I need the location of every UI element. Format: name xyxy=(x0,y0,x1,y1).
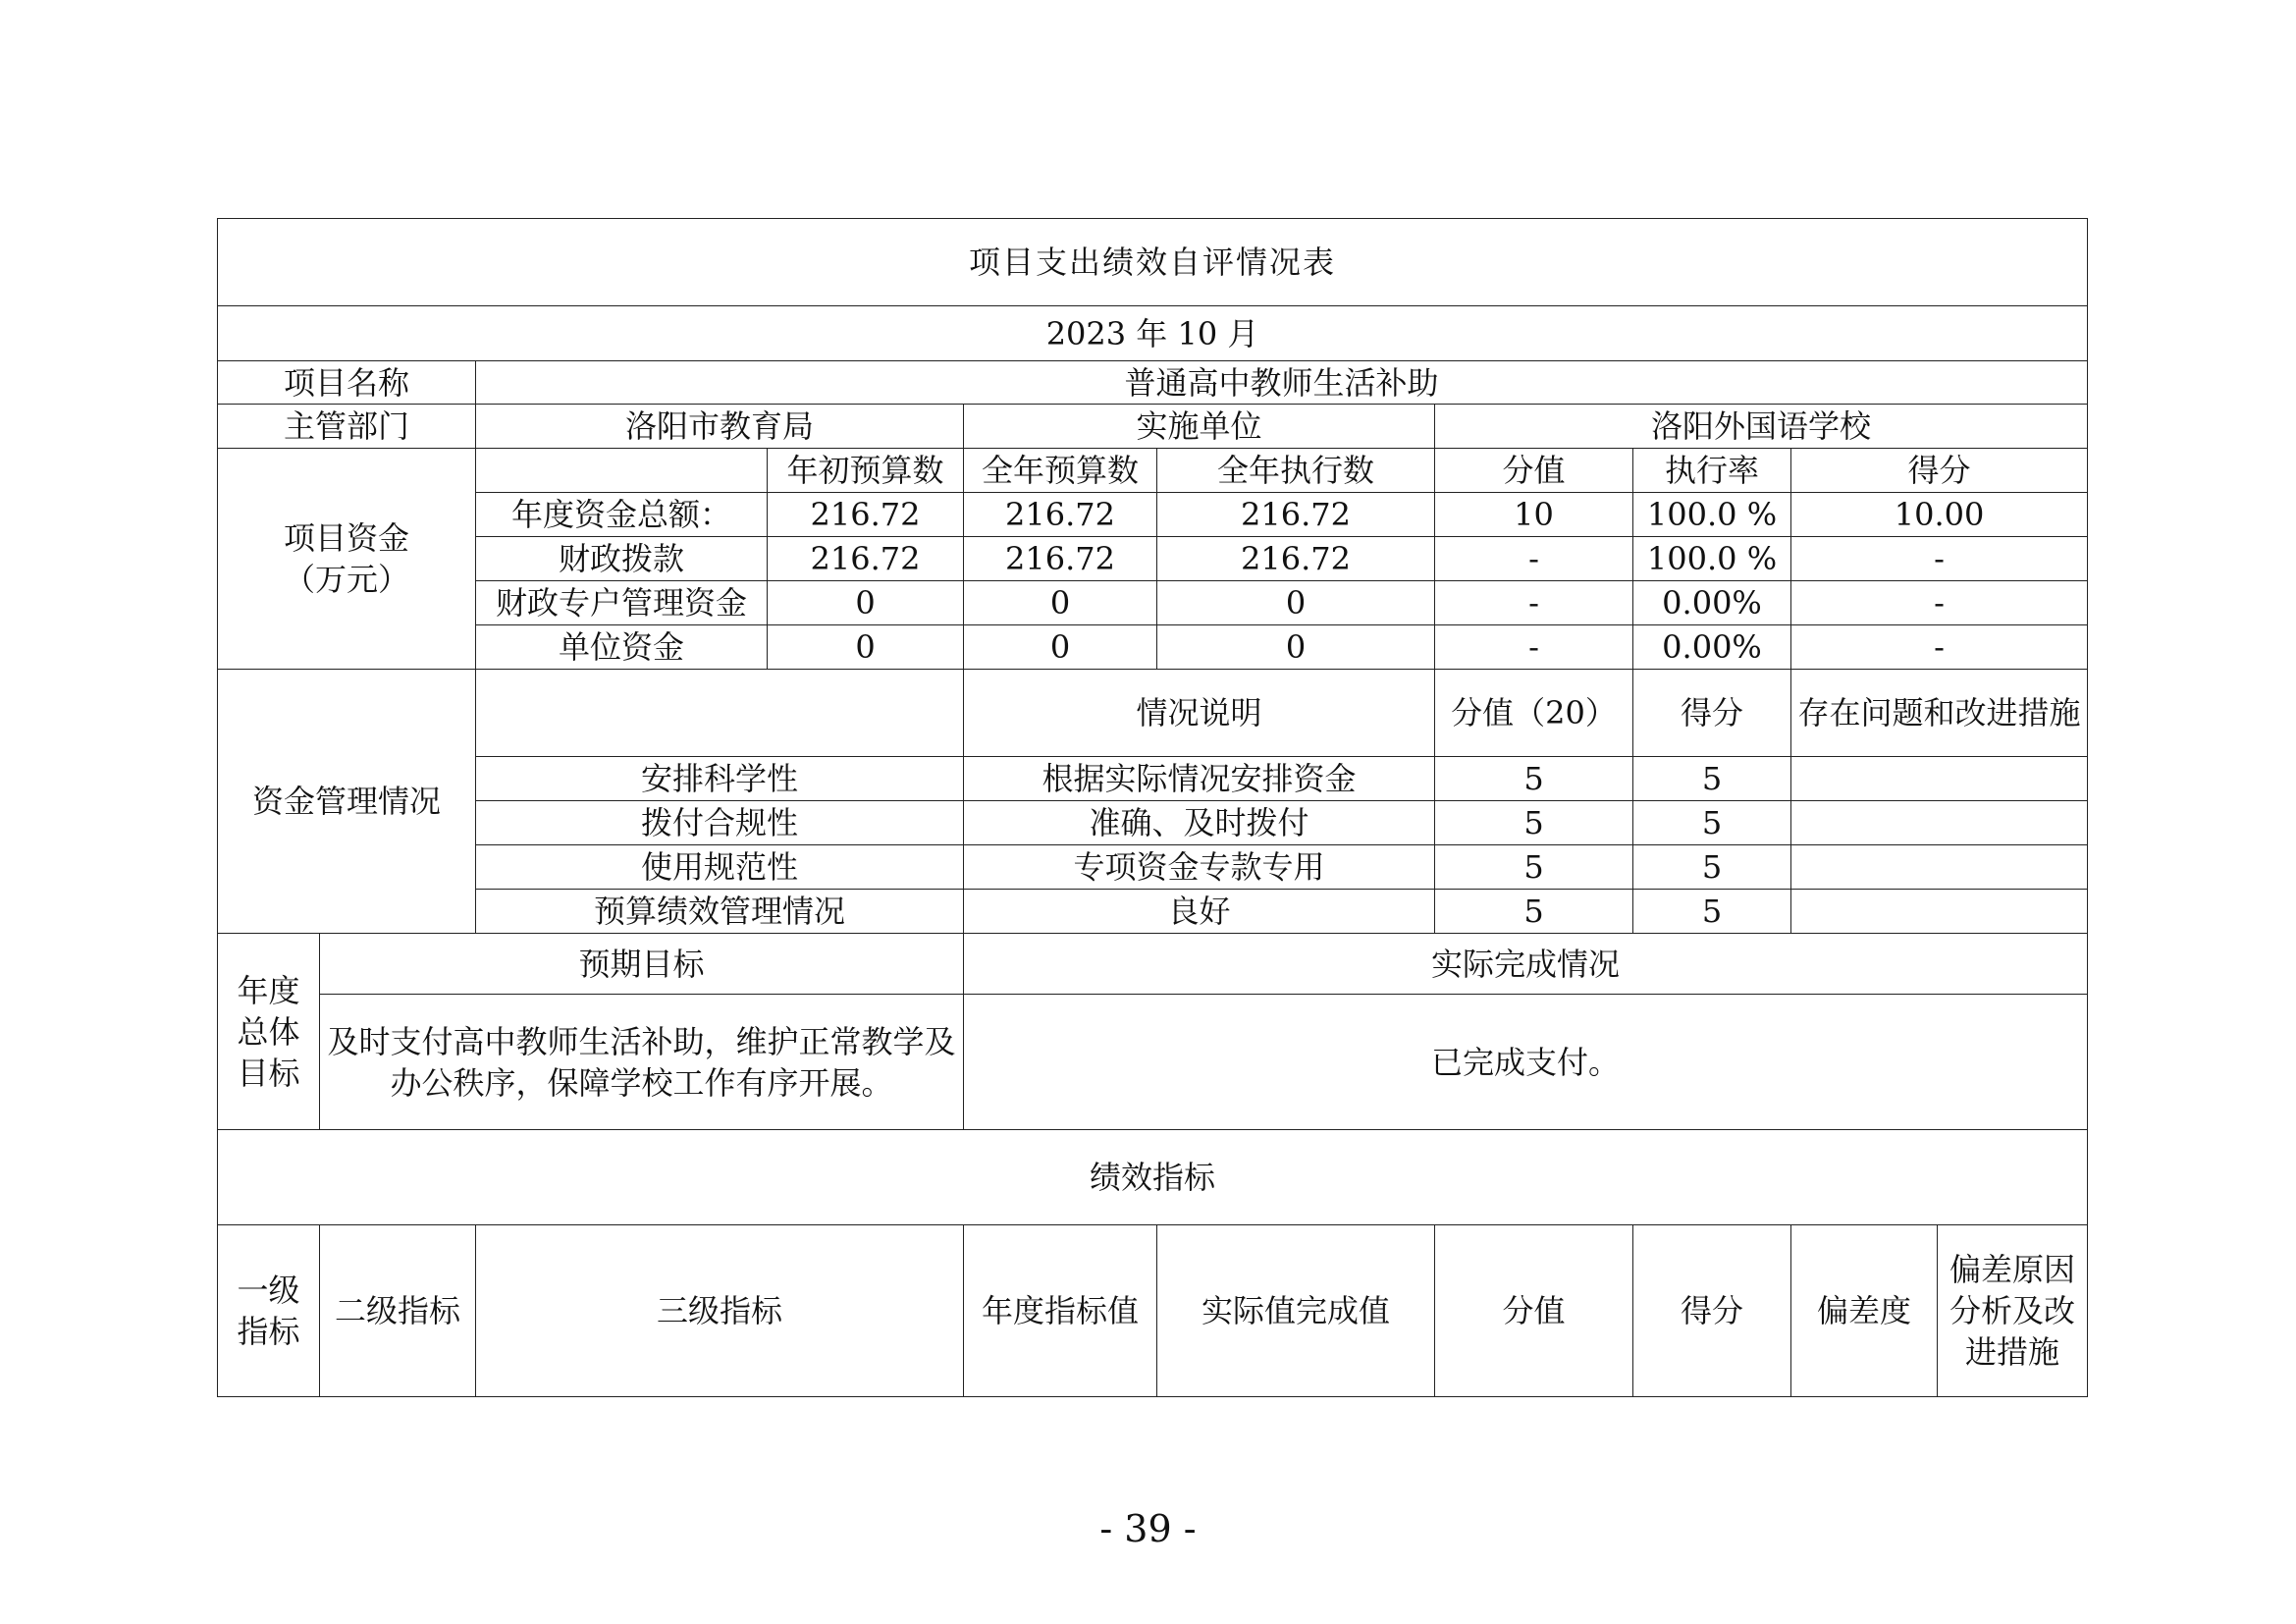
goals-actual-label: 实际完成情况 xyxy=(964,934,2088,995)
funds-row-rate: 0.00% xyxy=(1633,625,1791,670)
indicators-header-value: 分值 xyxy=(1435,1225,1633,1397)
funds-row-score-value: 10 xyxy=(1435,493,1633,537)
funds-row-score: - xyxy=(1791,581,2088,625)
indicators-header-actual-value: 实际值完成值 xyxy=(1157,1225,1435,1397)
funds-header-initial: 年初预算数 xyxy=(768,449,964,493)
page-number: - 39 - xyxy=(1099,1507,1197,1550)
funds-label-line1: 项目资金 xyxy=(283,519,409,557)
dept-label: 主管部门 xyxy=(218,405,476,449)
funds-header-score: 得分 xyxy=(1791,449,2088,493)
funds-row-executed: 0 xyxy=(1157,581,1435,625)
management-row-value: 5 xyxy=(1435,845,1633,890)
management-row xyxy=(218,890,2088,934)
management-row-score: 5 xyxy=(1633,845,1791,890)
impl-unit-value: 洛阳外国语学校 xyxy=(1435,405,2088,449)
funds-row-initial: 0 xyxy=(768,625,964,670)
funds-row-score: 10.00 xyxy=(1791,493,2088,537)
indicators-header-level2: 二级指标 xyxy=(320,1225,476,1397)
management-row-desc: 良好 xyxy=(964,890,1435,934)
funds-row-score: - xyxy=(1791,625,2088,670)
management-row-desc: 专项资金专款专用 xyxy=(964,845,1435,890)
management-row-score: 5 xyxy=(1633,890,1791,934)
funds-row-rate: 0.00% xyxy=(1633,581,1791,625)
management-row-value: 5 xyxy=(1435,801,1633,845)
funds-row xyxy=(218,537,2088,581)
indicators-title: 绩效指标 xyxy=(218,1130,2088,1225)
management-header-issues: 存在问题和改进措施 xyxy=(1791,670,2088,757)
indicators-header-level1: 一级指标 xyxy=(218,1225,320,1397)
funds-row-executed: 216.72 xyxy=(1157,537,1435,581)
indicators-header-score: 得分 xyxy=(1633,1225,1791,1397)
management-row-score: 5 xyxy=(1633,757,1791,801)
management-header-score: 得分 xyxy=(1633,670,1791,757)
performance-evaluation-form xyxy=(217,218,2087,1398)
management-header-desc: 情况说明 xyxy=(964,670,1435,757)
funds-row-initial: 216.72 xyxy=(768,537,964,581)
management-row-issues xyxy=(1791,801,2088,845)
management-row-name: 拨付合规性 xyxy=(476,801,964,845)
funds-row-annual: 0 xyxy=(964,581,1157,625)
funds-header-rate: 执行率 xyxy=(1633,449,1791,493)
form-title: 项目支出绩效自评情况表 xyxy=(218,219,2088,306)
indicators-header-deviation: 偏差度 xyxy=(1791,1225,1938,1397)
funds-row-executed: 216.72 xyxy=(1157,493,1435,537)
funds-header-blank xyxy=(476,449,768,493)
management-header-blank xyxy=(476,670,964,757)
funds-row-annual: 0 xyxy=(964,625,1157,670)
management-row-name: 使用规范性 xyxy=(476,845,964,890)
indicators-header-level3: 三级指标 xyxy=(476,1225,964,1397)
funds-header-executed: 全年执行数 xyxy=(1157,449,1435,493)
funds-row-annual: 216.72 xyxy=(964,493,1157,537)
dept-value: 洛阳市教育局 xyxy=(476,405,964,449)
funds-row xyxy=(218,581,2088,625)
management-row xyxy=(218,845,2088,890)
funds-row-rate: 100.0 % xyxy=(1633,493,1791,537)
management-row-value: 5 xyxy=(1435,890,1633,934)
funds-row-name: 单位资金 xyxy=(476,625,768,670)
funds-row-score-value: - xyxy=(1435,581,1633,625)
funds-row-name: 财政专户管理资金 xyxy=(476,581,768,625)
project-name-value: 普通高中教师生活补助 xyxy=(476,361,2088,405)
funds-row xyxy=(218,493,2088,537)
management-row-desc: 准确、及时拨付 xyxy=(964,801,1435,845)
goals-expected-text: 及时支付高中教师生活补助，维护正常教学及办公秩序，保障学校工作有序开展。 xyxy=(320,995,964,1130)
indicators-header-analysis: 偏差原因分析及改进措施 xyxy=(1938,1225,2088,1397)
goals-actual-text: 已完成支付。 xyxy=(964,995,2088,1130)
management-row-score: 5 xyxy=(1633,801,1791,845)
funds-row-executed: 0 xyxy=(1157,625,1435,670)
funds-row-annual: 216.72 xyxy=(964,537,1157,581)
management-row-issues xyxy=(1791,890,2088,934)
management-row-issues xyxy=(1791,845,2088,890)
impl-unit-label: 实施单位 xyxy=(964,405,1435,449)
funds-row-score-value: - xyxy=(1435,625,1633,670)
management-row-issues xyxy=(1791,757,2088,801)
management-row-value: 5 xyxy=(1435,757,1633,801)
funds-row-name: 年度资金总额： xyxy=(476,493,768,537)
management-label: 资金管理情况 xyxy=(218,670,476,934)
goals-expected-label: 预期目标 xyxy=(320,934,964,995)
funds-row-score-value: - xyxy=(1435,537,1633,581)
management-row-desc: 根据实际情况安排资金 xyxy=(964,757,1435,801)
goals-label: 年度总体目标 xyxy=(218,934,320,1130)
funds-header-annual: 全年预算数 xyxy=(964,449,1157,493)
management-row xyxy=(218,801,2088,845)
funds-row-name: 财政拨款 xyxy=(476,537,768,581)
funds-row-rate: 100.0 % xyxy=(1633,537,1791,581)
management-row-name: 预算绩效管理情况 xyxy=(476,890,964,934)
funds-label-line2: （万元） xyxy=(283,561,409,598)
funds-row-initial: 216.72 xyxy=(768,493,964,537)
management-row xyxy=(218,757,2088,801)
form-table xyxy=(217,218,2088,1397)
funds-label xyxy=(218,449,476,670)
management-row-name: 安排科学性 xyxy=(476,757,964,801)
indicators-header-annual-target: 年度指标值 xyxy=(964,1225,1157,1397)
funds-row xyxy=(218,625,2088,670)
form-date: 2023 年 10 月 xyxy=(218,306,2088,361)
funds-row-score: - xyxy=(1791,537,2088,581)
funds-header-score-value: 分值 xyxy=(1435,449,1633,493)
funds-row-initial: 0 xyxy=(768,581,964,625)
project-name-label: 项目名称 xyxy=(218,361,476,405)
management-header-value: 分值（20） xyxy=(1435,670,1633,757)
